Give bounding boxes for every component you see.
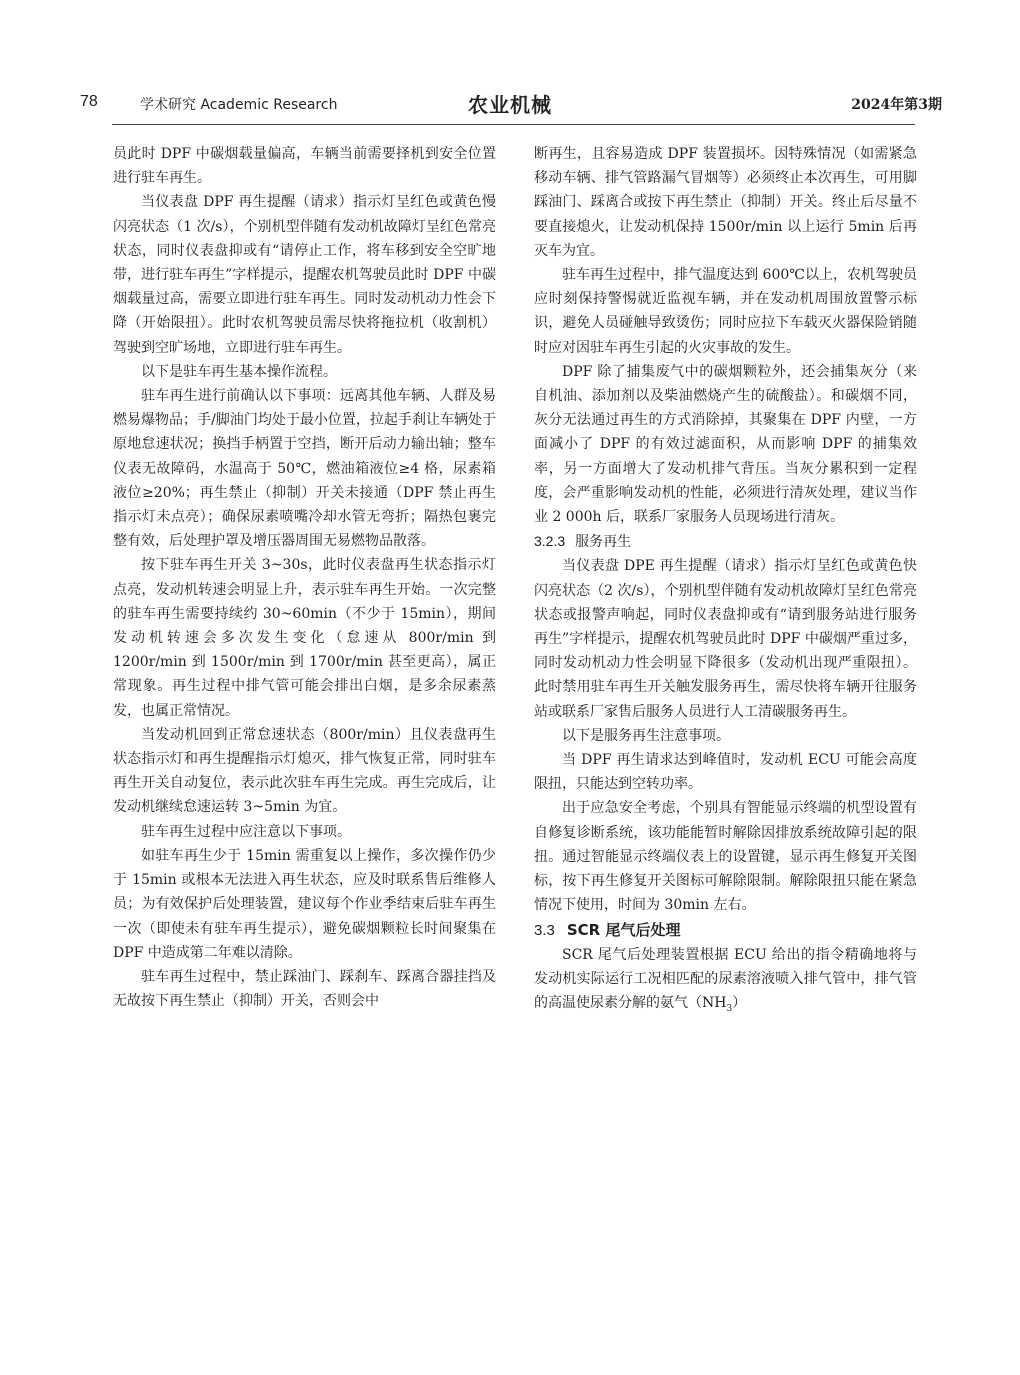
paragraph: 按下驻车再生开关 3~30s，此时仪表盘再生状态指示灯点亮，发动机转速会明显上升，表示驻车再生开始。一次完整的驻车再生需要持续约 30~60min（不少于 15min），期间发动机转速会多次发生变化（怠速从 800r/min 到 1200r/min 到 1500r/min 到 1700r/min 甚至更高），属正常现象。再生过程中排气管可能会排出白烟，是多余尿素蒸发，也属正常情况。 (113, 557, 496, 719)
paragraph-text: SCR 尾气后处理装置根据 ECU 给出的指令精确地将与发动机实际运行工况相匹配的尿素溶液喷入排气管中，排气管的高温使尿素分解的氨气（NH (534, 946, 917, 1012)
paragraph: 驻车再生过程中，禁止踩油门、踩刹车、踩离合器挂挡及无故按下再生禁止（抑制）开关，否则会中 (113, 968, 496, 1010)
paragraph: 驻车再生过程中应注意以下事项。 (141, 823, 351, 840)
paragraph: 如驻车再生少于 15min 需重复以上操作，多次操作仍少于 15min 或根本无法进入再生状态，应及时联系售后维修人员；为有效保护后处理装置，建议每个作业季结束后驻车再生一次（即使未有驻车再生提示），避免碳烟颗粒长时间聚集在 DPF 中造成第二年难以清除。 (113, 847, 496, 961)
section-label: 学术研究 Academic Research (140, 97, 338, 113)
paragraph: 当仪表盘 DPF 再生提醒（请求）指示灯呈红色或黄色慢闪亮状态（1 次/s），个别机型伴随有发动机故障灯呈红色常亮状态，同时仪表盘抑或有“请停止工作，将车移到安全空旷地带，进行驻车再生”字样提示，提醒农机驾驶员此时 DPF 中碳烟载量过高，需要立即进行驻车再生。同时发动机动力性会下降（开始限扭）。此时农机驾驶员需尽快将拖拉机（收割机）驾驶到空旷场地，立即进行驻车再生。 (113, 194, 496, 356)
paragraph: 驻车再生过程中，排气温度达到 600℃以上，农机驾驶员应时刻保持警惕就近监视车辆，并在发动机周围放置警示标识，避免人员碰触导致烫伤；同时应拉下车载灭火器保险销随时应对因驻车再生引起的火灾事故的发生。 (534, 267, 917, 356)
subsection-heading-3-2-3 (534, 529, 917, 554)
subscript: 3 (726, 1003, 733, 1014)
page-header (0, 0, 1020, 128)
left-column (113, 142, 496, 1013)
issue-label: 2024年第3期 (851, 97, 942, 113)
right-column (534, 142, 917, 1021)
journal-title: 农业机械 (468, 93, 552, 117)
paragraph: 员此时 DPF 中碳烟载量偏高，车辆当前需要择机到安全位置进行驻车再生。 (113, 146, 496, 187)
paragraph: DPF 除了捕集废气中的碳烟颗粒外，还会捕集灰分（来自机油、添加剂以及柴油燃烧产生的硫酸盐）。和碳烟不同，灰分无法通过再生的方式消除掉，其聚集在 DPF 内壁，一方面减小了 DPF 的有效过滤面积，从而影响 DPF 的捕集效率，另一方面增大了发动机排气背压。当灰分累积到一定程度，会严重影响发动机的性能，必须进行清灰处理，建议当作业 2 000h 后，联系厂家服务人员现场进行清灰。 (534, 363, 917, 526)
paragraph: 当 DPF 再生请求达到峰值时，发动机 ECU 可能会高度限扭，只能达到空转功率。 (534, 752, 917, 793)
paragraph: 以下是服务再生注意事项。 (562, 727, 730, 744)
paragraph (534, 943, 917, 1021)
paragraph: 以下是驻车再生基本操作流程。 (141, 363, 337, 380)
page-number: 78 (80, 93, 98, 110)
header-rule (112, 124, 915, 125)
paragraph: 断再生，且容易造成 DPF 装置损坏。因特殊情况（如需紧急移动车辆、排气管路漏气冒烟等）必须终止本次再生，可用脚踩油门、踩离合或按下再生禁止（抑制）开关。终止后尽量不要直接熄火，让发动机保持 1500r/min 以上运行 5min 后再灭车为宜。 (534, 146, 917, 259)
paragraph: 当发动机回到正常怠速状态（800r/min）且仪表盘再生状态指示灯和再生提醒指示灯熄灭，排气恢复正常，同时驻车再生开关自动复位，表示此次驻车再生完成。再生完成后，让发动机继续怠速运转 3~5min 为宜。 (113, 726, 496, 816)
paragraph-close: ） (732, 995, 747, 1012)
heading-number: 3.3 (534, 921, 555, 939)
heading-title: SCR 尾气后处理 (566, 920, 681, 939)
heading-title: 服务再生 (575, 534, 632, 551)
paragraph: 当仪表盘 DPE 再生提醒（请求）指示灯呈红色或黄色快闪亮状态（2 次/s），个别机型伴随有发动机故障灯呈红色常亮状态或报警声响起，同时仪表盘抑或有“请到服务站进行服务再生”字样提示，提醒农机驾驶员此时 DPF 中碳烟严重过多，同时发动机动力性会明显下降很多（发动机出现严重限扭）。此时禁用驻车再生开关触发服务再生，需尽快将车辆开往服务站或联系厂家售后服务人员进行人工清碳服务再生。 (534, 558, 917, 720)
paragraph: 出于应急安全考虑，个别具有智能显示终端的机型设置有自修复诊断系统，该功能能暂时解除因排放系统故障引起的限扭。通过智能显示终端仪表上的设置键，显示再生修复开关图标，按下再生修复开关图标可解除限制。解除限扭只能在紧急情况下使用，时间为 30min 左右。 (534, 800, 917, 914)
paragraph: 驻车再生进行前确认以下事项：远离其他车辆、人群及易燃易爆物品；手/脚油门均处于最小位置，拉起手刹让车辆处于原地怠速状况；换挡手柄置于空挡，断开后动力输出轴；整车仪表无故障码，水温高于 50℃，燃油箱液位≥4 格，尿素箱液位≥20%；再生禁止（抑制）开关未接通（DPF 禁止再生指示灯未点亮）；确保尿素喷嘴冷却水管无弯折；隔热包裹完整有效，后处理护罩及增压器周围无易燃物品散落。 (113, 388, 496, 550)
section-heading-3-3 (534, 918, 917, 943)
heading-number: 3.2.3 (534, 533, 566, 550)
